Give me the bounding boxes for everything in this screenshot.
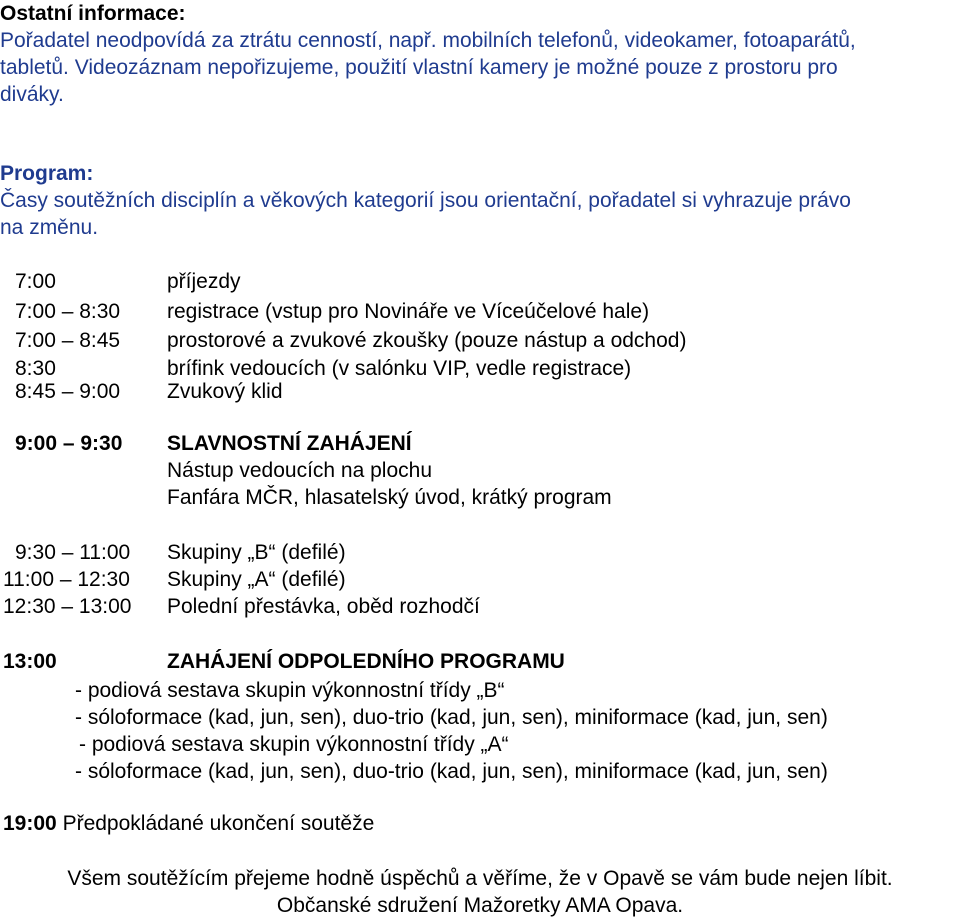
other-info-line-3: diváky. bbox=[0, 83, 64, 106]
schedule-time: 8:45 – 9:00 bbox=[15, 380, 121, 403]
afternoon-title: ZAHÁJENÍ ODPOLEDNÍHO PROGRAMU bbox=[167, 650, 565, 673]
schedule-event: Skupiny „B“ (defilé) bbox=[167, 541, 346, 564]
closing-line-2: Občanské sdružení Mažoretky AMA Opava. bbox=[276, 894, 684, 917]
schedule-event: Polední přestávka, oběd rozhodčí bbox=[167, 595, 480, 618]
schedule-time: 11:00 – 12:30 bbox=[3, 568, 130, 591]
schedule-event: prostorové a zvukové zkoušky (pouze nástup a odchod) bbox=[167, 329, 687, 352]
schedule-time: 7:00 bbox=[15, 270, 56, 293]
end-time: 19:00 bbox=[3, 812, 57, 835]
afternoon-item: - sóloformace (kad, jun, sen), duo-trio (kad, jun, sen), miniformace (kad, jun, sen) bbox=[75, 760, 828, 783]
program-note-line-2: na změnu. bbox=[0, 216, 99, 239]
schedule-time: 7:00 – 8:45 bbox=[15, 329, 121, 352]
other-info-heading: Ostatní informace: bbox=[0, 2, 186, 25]
afternoon-item: - sóloformace (kad, jun, sen), duo-trio (kad, jun, sen), miniformace (kad, jun, sen) bbox=[75, 706, 828, 729]
schedule-event: registrace (vstup pro Novináře ve Víceúčelové hale) bbox=[167, 300, 650, 323]
schedule-time: 12:30 – 13:00 bbox=[3, 595, 132, 618]
afternoon-item: - podiová sestava skupin výkonnostní třídy „B“ bbox=[75, 679, 505, 702]
schedule-time: 8:30 bbox=[15, 357, 56, 380]
schedule-event: Zvukový klid bbox=[167, 380, 283, 403]
opening-line-3: Fanfára MČR, hlasatelský úvod, krátký program bbox=[167, 486, 612, 509]
schedule-event: brífink vedoucích (v salónku VIP, vedle registrace) bbox=[167, 357, 632, 380]
program-note-line-1: Časy soutěžních disciplín a věkových kategorií jsou orientační, pořadatel si vyhrazuje právo bbox=[0, 189, 851, 212]
program-heading: Program: bbox=[0, 162, 94, 185]
other-info-line-1: Pořadatel neodpovídá za ztrátu cenností, např. mobilních telefonů, videokamer, fotoaparátů, bbox=[0, 29, 856, 52]
afternoon-item: - podiová sestava skupin výkonnostní třídy „A“ bbox=[79, 733, 509, 756]
closing-line-1: Všem soutěžícím přejeme hodně úspěchů a věříme, že v Opavě se vám bude nejen líbit. bbox=[67, 867, 893, 890]
schedule-event: příjezdy bbox=[167, 270, 241, 293]
end-line bbox=[3, 810, 374, 837]
opening-line-2: Nástup vedoucích na plochu bbox=[167, 459, 433, 482]
schedule-time: 7:00 – 8:30 bbox=[15, 300, 121, 323]
opening-time: 9:00 – 9:30 bbox=[15, 432, 123, 455]
afternoon-time: 13:00 bbox=[3, 650, 57, 673]
opening-title: SLAVNOSTNÍ ZAHÁJENÍ bbox=[167, 432, 412, 455]
schedule-event: Skupiny „A“ (defilé) bbox=[167, 568, 346, 591]
other-info-line-2: tabletů. Videozáznam nepořizujeme, použití vlastní kamery je možné pouze z prostoru pro bbox=[0, 56, 838, 79]
end-text: Předpokládané ukončení soutěže bbox=[62, 812, 375, 835]
schedule-time: 9:30 – 11:00 bbox=[15, 541, 131, 564]
